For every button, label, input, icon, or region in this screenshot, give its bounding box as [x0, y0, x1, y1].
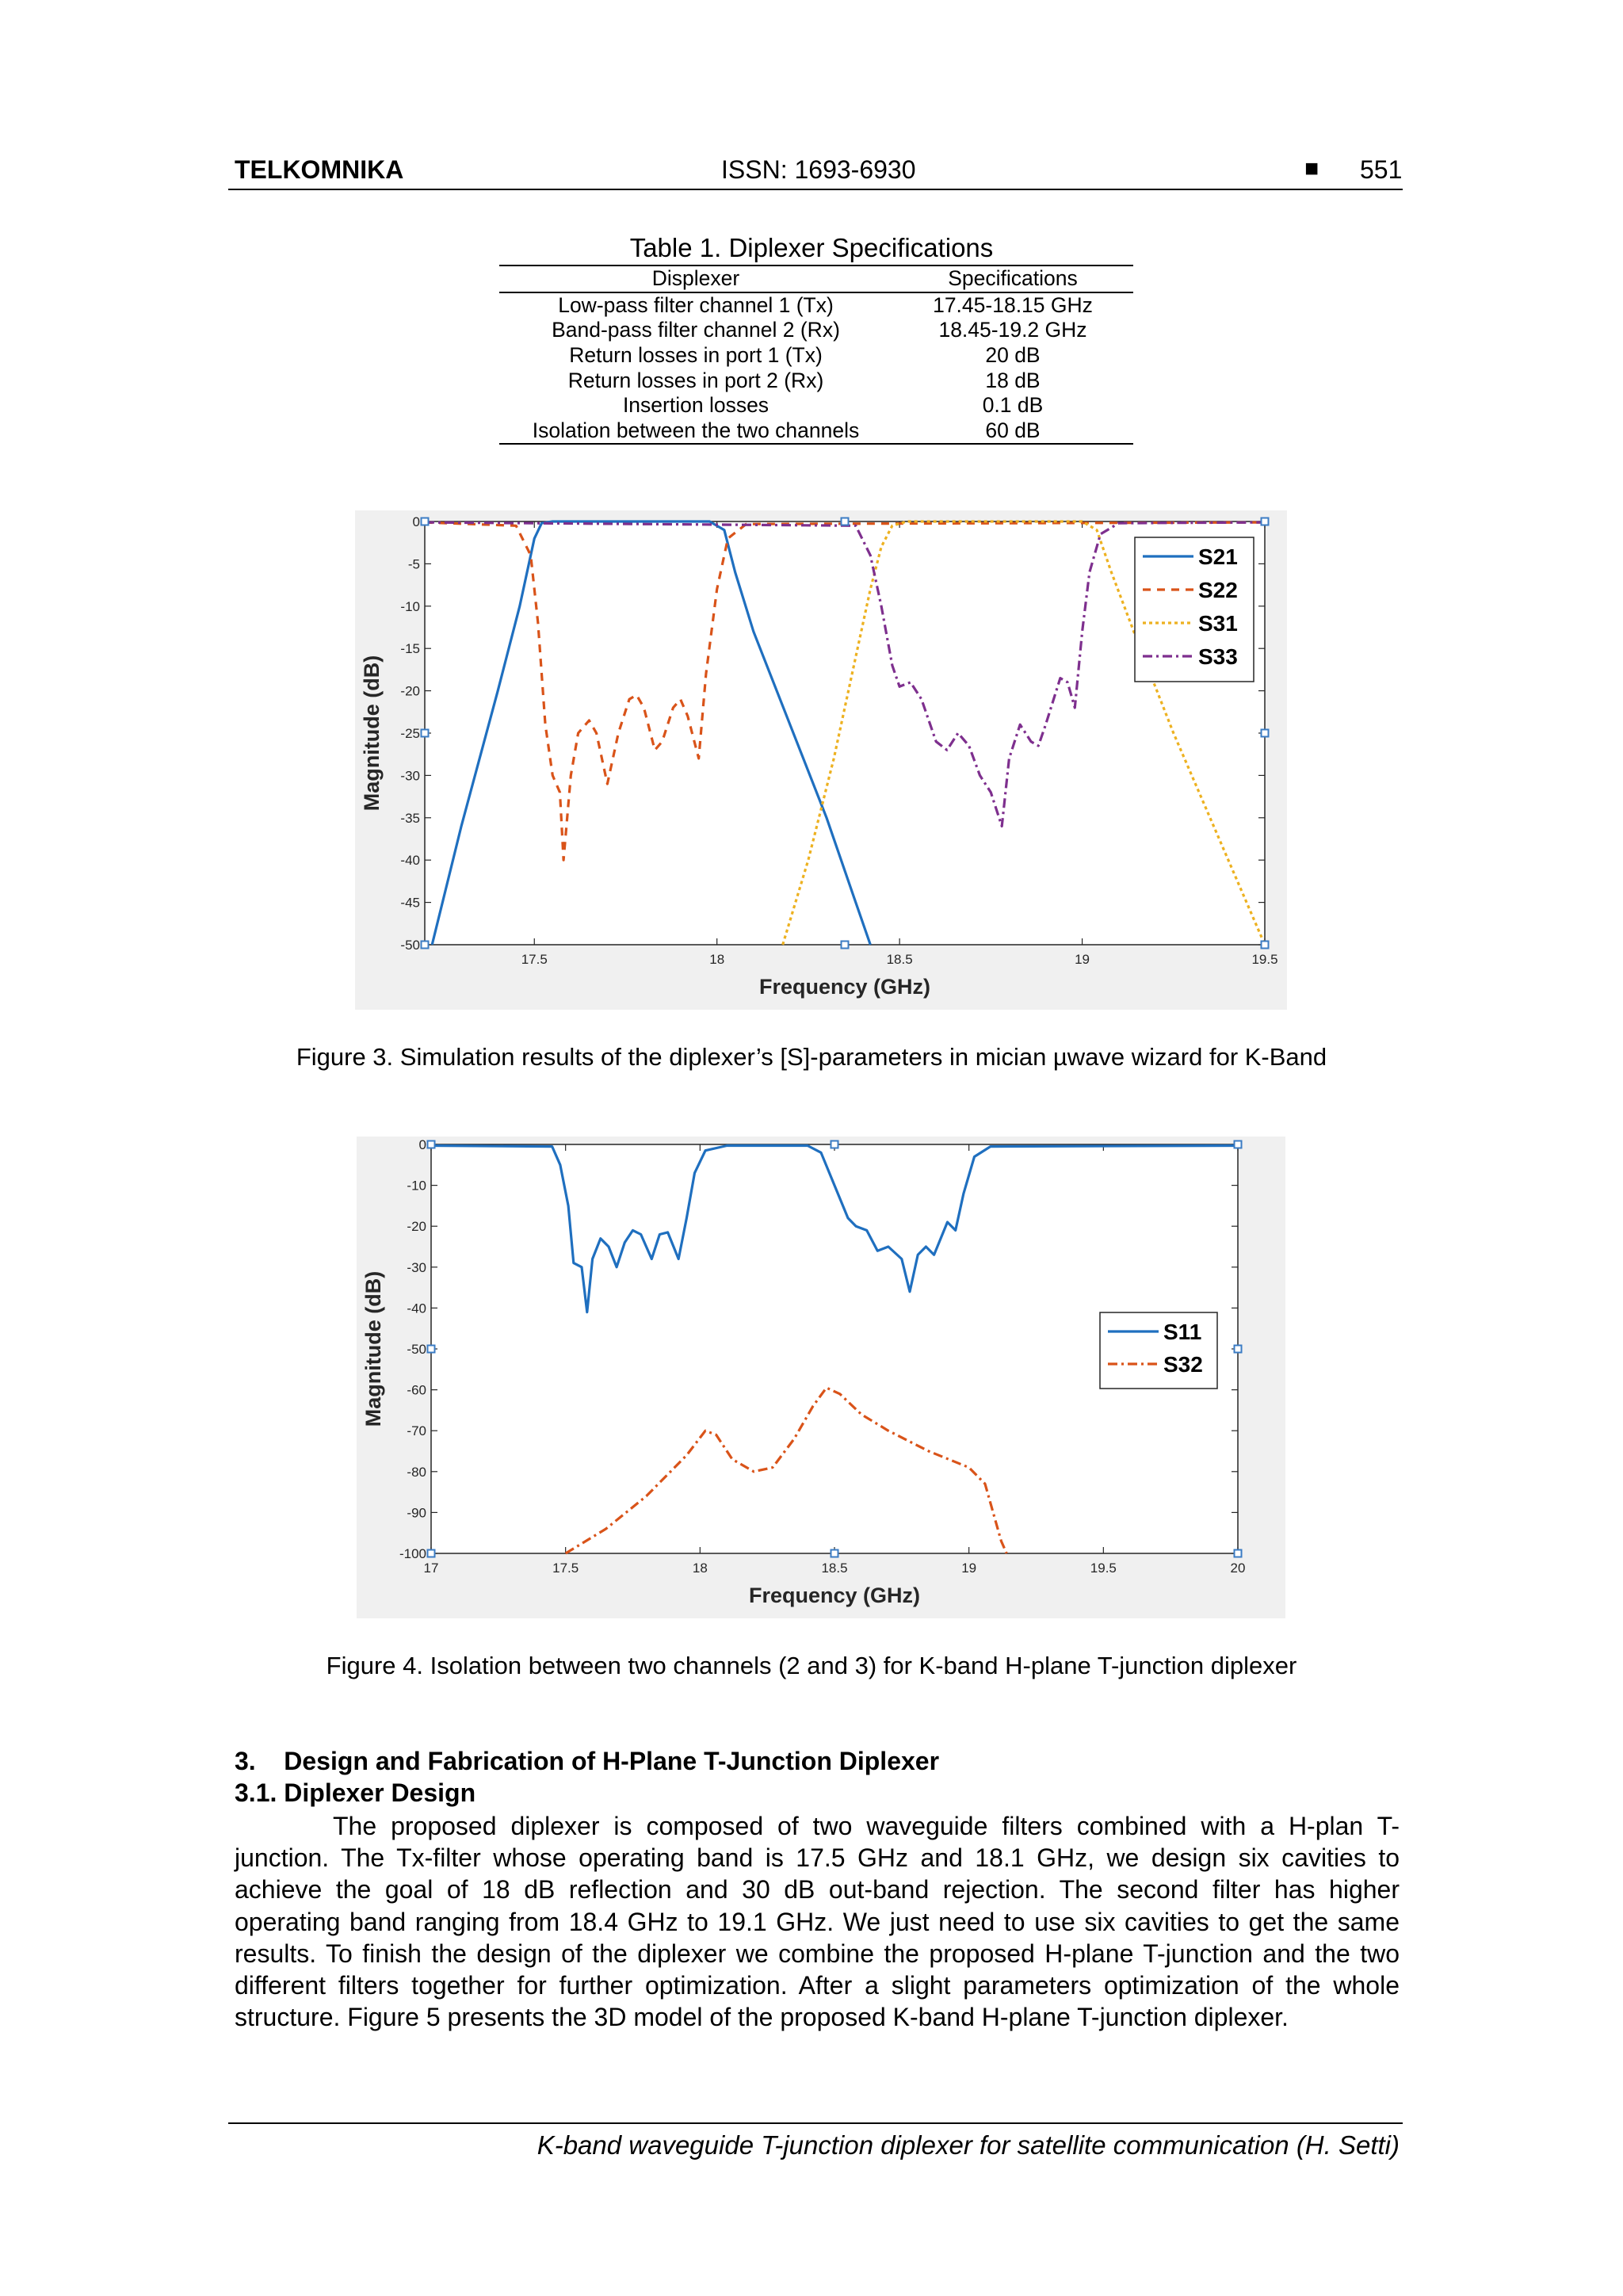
- subsection-heading: 3.1. Diplexer Design: [235, 1778, 476, 1807]
- figure-handle: [428, 1141, 435, 1148]
- table-cell: Band-pass filter channel 2 (Rx): [552, 318, 840, 342]
- table-row: [499, 368, 1133, 393]
- x-tick-label: 19.5: [1090, 1561, 1117, 1576]
- x-tick-label: 17.5: [552, 1561, 579, 1576]
- table-cell: Return losses in port 1 (Tx): [569, 343, 823, 368]
- figure-4-caption: Figure 4. Isolation between two channels (2 and 3) for K-band H-plane T-junction diplexer: [326, 1652, 1297, 1679]
- legend-label-s31: S31: [1198, 611, 1238, 636]
- x-tick-label: 18.5: [886, 952, 913, 967]
- x-tick-label: 19.5: [1251, 952, 1278, 967]
- figure-handle: [842, 942, 849, 949]
- y-tick-label: -10: [400, 598, 420, 614]
- x-tick-label: 19: [961, 1561, 977, 1576]
- header-bullet: ■: [1304, 155, 1319, 181]
- legend-label-s21: S21: [1198, 544, 1238, 569]
- table-cell: Insertion losses: [622, 393, 769, 418]
- legend-label-s32: S32: [1163, 1352, 1203, 1377]
- table-cell: 60 dB: [892, 418, 1133, 445]
- y-axis-label: Magnitude (dB): [361, 1270, 385, 1427]
- table-row: [499, 418, 1133, 445]
- table-col-header: Displexer: [499, 266, 892, 292]
- y-tick-label: -5: [407, 556, 420, 572]
- running-footer: K-band waveguide T-junction diplexer for satellite communication (H. Setti): [537, 2130, 1400, 2160]
- x-tick-label: 18: [709, 952, 725, 967]
- body-paragraph: The proposed diplexer is composed of two waveguide filters combined with a H-plan T-junction. The Tx-filter whose operating band is 17.5 GHz and 18.1 GHz, we design six cavities to achieve the goal of 18 dB reflection and 30 dB out-band rejection. The second filter has higher operating band ranging from 18.4 GHz to 19.1 GHz. We just need to use six cavities to get the same results. To finish the design of the diplexer we combine the proposed H-plane T-junction and the two different filters together for further optimization. After a slight parameters optimization of the whole structure. Figure 5 presents the 3D model of the proposed K-band H-plane T-junction diplexer.: [235, 1812, 1400, 2032]
- figure-handle: [422, 942, 429, 949]
- y-tick-label: -30: [400, 768, 420, 784]
- figure-3-chart: [355, 510, 1287, 1010]
- y-tick-label: -70: [407, 1423, 426, 1439]
- page-number: 551: [1360, 155, 1403, 184]
- legend-label-s22: S22: [1198, 578, 1238, 602]
- table-cell: 18 dB: [985, 368, 1041, 392]
- table-cell: 0.1 dB: [982, 393, 1044, 418]
- x-tick-label: 20: [1230, 1561, 1246, 1576]
- table-col-header: Specifications: [892, 266, 1133, 292]
- y-tick-label: -30: [407, 1259, 426, 1275]
- table-row: [499, 393, 1133, 418]
- table-row: [499, 292, 1133, 319]
- y-tick-label: -50: [400, 938, 420, 953]
- figure-handle: [831, 1141, 838, 1148]
- x-tick-label: 18.5: [821, 1561, 848, 1576]
- figure-handle: [1262, 730, 1269, 737]
- figure-handle: [842, 518, 849, 525]
- figure-handle: [422, 518, 429, 525]
- y-tick-label: -45: [400, 895, 420, 911]
- y-tick-label: 0: [418, 1137, 426, 1152]
- y-tick-label: -25: [400, 726, 420, 741]
- table-cell: 18.45-19.2 GHz: [938, 318, 1087, 342]
- spec-table: [499, 265, 1133, 445]
- y-tick-label: -15: [400, 641, 420, 657]
- figure-handle: [831, 1550, 838, 1557]
- section-heading: 3. Design and Fabrication of H-Plane T-Junction Diplexer: [235, 1747, 940, 1775]
- x-tick-label: 19: [1075, 952, 1090, 967]
- figure-handle: [1262, 942, 1269, 949]
- y-tick-label: -40: [400, 853, 420, 869]
- figure-handle: [422, 730, 429, 737]
- y-tick-label: -80: [407, 1464, 426, 1480]
- legend-label-s33: S33: [1198, 644, 1238, 669]
- y-tick-label: -20: [400, 683, 420, 699]
- legend-label-s11: S11: [1163, 1320, 1202, 1344]
- x-tick-label: 17: [423, 1561, 439, 1576]
- x-axis-label: Frequency (GHz): [758, 975, 931, 999]
- figure-handle: [1235, 1346, 1242, 1353]
- footer-rule: [228, 2122, 1403, 2124]
- x-tick-label: 18: [692, 1561, 708, 1576]
- table-cell: Low-pass filter channel 1 (Tx): [558, 292, 834, 317]
- table-cell: 17.45-18.15 GHz: [933, 292, 1093, 317]
- table-row: [499, 343, 1133, 369]
- table-title: Table 1. Diplexer Specifications: [629, 233, 994, 262]
- y-tick-label: -100: [399, 1546, 426, 1561]
- figure-handle: [1262, 518, 1269, 525]
- y-tick-label: -20: [407, 1219, 426, 1235]
- header-rule: [228, 189, 1403, 190]
- figure-handle: [428, 1346, 435, 1353]
- y-tick-label: -10: [407, 1178, 426, 1194]
- table-cell: 20 dB: [985, 343, 1041, 368]
- table-cell: Return losses in port 2 (Rx): [567, 368, 824, 392]
- y-tick-label: -40: [407, 1301, 426, 1316]
- y-tick-label: 0: [412, 514, 420, 529]
- y-tick-label: -35: [400, 810, 420, 826]
- issn: ISSN: 1693-6930: [721, 155, 916, 184]
- x-tick-label: 17.5: [521, 952, 548, 967]
- figure-4-chart: [357, 1137, 1285, 1618]
- y-tick-label: -60: [407, 1382, 426, 1398]
- x-axis-label: Frequency (GHz): [748, 1584, 921, 1607]
- body-paragraph-container: [235, 1810, 1400, 2033]
- y-axis-label: Magnitude (dB): [360, 655, 384, 812]
- figure-3-caption: Figure 3. Simulation results of the diplexer’s [S]-parameters in mician µwave wizard for K-Band: [296, 1043, 1327, 1071]
- y-tick-label: -90: [407, 1505, 426, 1521]
- journal-name: TELKOMNIKA: [235, 155, 404, 184]
- y-tick-label: -50: [407, 1342, 426, 1357]
- table-cell: Isolation between the two channels: [499, 418, 892, 445]
- table-header-row: [499, 266, 1133, 292]
- figure-handle: [1235, 1141, 1242, 1148]
- figure-handle: [428, 1550, 435, 1557]
- figure-handle: [1235, 1550, 1242, 1557]
- table-row: [499, 318, 1133, 343]
